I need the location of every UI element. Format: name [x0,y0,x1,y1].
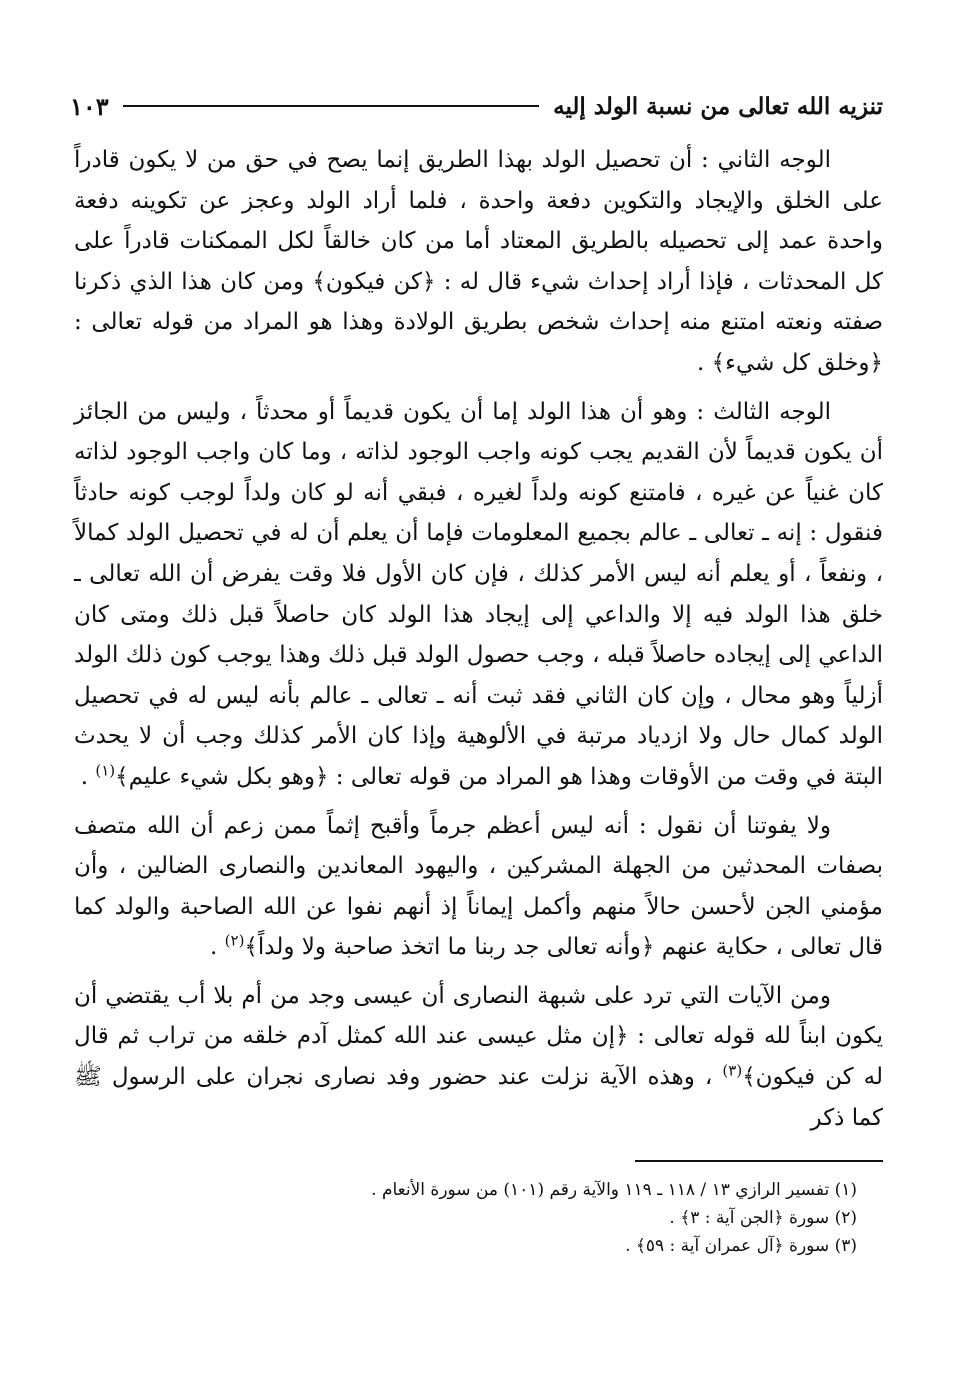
paragraph-second-aspect [74,140,883,384]
paragraph-not-miss [74,806,883,968]
running-header [70,86,883,126]
footnote-reference: (٣) [722,1061,743,1080]
paragraph-verses [74,976,883,1138]
footnote-separator [635,1160,883,1162]
footnote-3: (٣) سورة ﴿آل عمران آية : ٥٩﴾ . [625,1236,857,1256]
footnote-1: (١) تفسير الرازي ١٣ / ١١٨ ـ ١١٩ والآية رقم (١٠١) من سورة الأنعام . [371,1180,857,1200]
paragraph-text: الوجه الثاني : أن تحصيل الولد بهذا الطريق إنما يصح في حق من لا يكون قادراً على الخلق والإيجاد والتكوين دفعة واحدة ، فلما أراد الولد وعجز عن تكوينه دفعة واحدة عمد إلى تحصيله بالطريق المعتاد أما من كان خالقاً لكل الممكنات قادراً على كل المحدثات ، فإذا أراد إحداث شيء قال له : ﴿كن فيكون﴾ ومن كان هذا الذي ذكرنا صفته ونعته امتنع منه إحداث شخص بطريق الولادة وهذا هو المراد من قوله تعالى : ﴿وخلق كل شيء﴾ . [74,147,883,376]
running-title: تنزيه الله تعالى من نسبة الولد إليه [553,92,883,120]
paragraph-tail: . [210,934,225,961]
footnote-2: (٢) سورة ﴿الجن آية : ٣﴾ . [669,1208,857,1228]
paragraph-tail: ، وهذه الآية نزلت عند حضور وفد نصارى نجران على الرسول ﷺ كما ذكر [74,1064,883,1131]
paragraph-text: ولا يفوتنا أن نقول : أنه ليس أعظم جرماً وأقبح إثماً ممن زعم أن الله متصف بصفات المحدثين من الجهلة المشركين ، واليهود المعاندين والنصارى الضالين ، وأن مؤمني الجن لأحسن حالاً منهم وأكمل إيماناً إذ أنهم نفوا عن الله الصاحبة والولد كما قال تعالى ، حكاية عنهم ﴿وأنه تعالى جد ربنا ما اتخذ صاحبة ولا ولداً﴾ [74,812,883,961]
header-rule [123,105,539,107]
paragraph-third-aspect [74,392,883,798]
main-text [74,140,883,1146]
paragraph-text: ومن الآيات التي ترد على شبهة النصارى أن عيسى وجد من أم بلا أب يقتضي أن يكون ابناً لله قوله تعالى : ﴿إن مثل عيسى عند الله كمثل آدم خلقه من تراب ثم قال له كن فيكون﴾ [74,982,883,1091]
footnote-reference: (٢) [224,931,245,950]
paragraph-text: الوجه الثالث : وهو أن هذا الولد إما أن يكون قديماً أو محدثاً ، وليس من الجائز أن يكون قديماً لأن القديم يجب كونه واجب الوجود لذاته ، وما كان واجب الوجود لذاته كان غنياً عن غيره ، فامتنع كونه ولداً لغيره ، فبقي أنه لو كان ولداً لوجب كونه حادثاً فنقول : إنه ـ تعالى ـ عالم بجميع المعلومات فإما أن يعلم أن له في تحصيل الولد كمالاً ، ونفعاً ، أو يعلم أنه ليس الأمر كذلك ، فإن كان الأول فلا وقت يفرض أن الله تعالى ـ خلق هذا الولد فيه إلا والداعي إلى إيجاد هذا الولد كان حاصلاً قبل ذلك ومتى كان الداعي إلى إيجاده حاصلاً قبله ، وجب حصول الولد قبل ذلك وهذا يوجب كون ذلك الولد أزلياً وهو محال ، وإن كان الثاني فقد ثبت أنه ـ تعالى ـ عالم بأنه ليس له في تحصيل الولد كمال حال ولا ازدياد مرتبة في الألوهية وإذا كان الأمر كذلك وجب أن لا يحدث البتة في وقت من الأوقات وهذا هو المراد من قوله تعالى : ﴿وهو بكل شيء عليم﴾ [74,398,883,790]
page-number: ١٠٣ [70,91,109,121]
paragraph-tail: . [80,763,96,790]
footnotes [120,1176,857,1260]
footnote-reference: (١) [95,761,116,780]
